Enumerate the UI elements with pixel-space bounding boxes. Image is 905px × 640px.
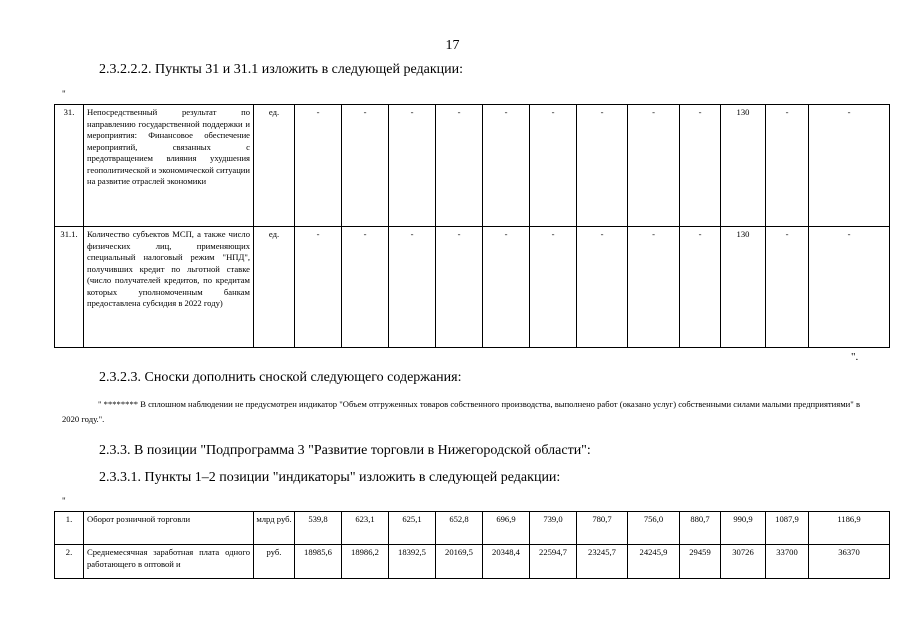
value-cell: 29459 <box>680 545 721 579</box>
value-cell: 24245,9 <box>628 545 680 579</box>
page-number: 17 <box>445 38 460 53</box>
indicator-name: Оборот розничной торговли <box>84 512 254 545</box>
value-cell: - <box>436 227 483 348</box>
row-number: 1. <box>55 512 84 545</box>
value-cell: - <box>389 105 436 227</box>
table-trade-indicators <box>54 511 890 579</box>
table-row <box>55 227 890 348</box>
unit-cell: млрд руб. <box>254 512 295 545</box>
table-1-close-quote: ". <box>851 351 859 363</box>
value-cell: 652,8 <box>436 512 483 545</box>
value-cell: 23245,7 <box>577 545 628 579</box>
row-number: 31. <box>55 105 84 227</box>
value-cell: - <box>295 105 342 227</box>
table-row <box>55 512 890 545</box>
value-cell: 539,8 <box>295 512 342 545</box>
value-cell: - <box>680 227 721 348</box>
row-number: 31.1. <box>55 227 84 348</box>
unit-cell: руб. <box>254 545 295 579</box>
value-cell: - <box>530 105 577 227</box>
heading-2-3-3: 2.3.3. В позиции "Подпрограмма 3 "Развитие торговли в Нижегородской области": <box>99 443 591 458</box>
table-1-open-quote: " <box>62 89 66 99</box>
indicator-name: Количество субъектов МСП, а также число физических лиц, применяющих специальный налоговый режим "НПД", получивших кредит по льготной ставке (число получателей кредитов, по кредитам которых уполномоченным банкам предоставлена субсидия в 2022 году) <box>84 227 254 348</box>
value-cell: 18986,2 <box>342 545 389 579</box>
value-cell: 18392,5 <box>389 545 436 579</box>
value-cell: - <box>766 105 809 227</box>
value-cell: - <box>766 227 809 348</box>
value-cell: 18985,6 <box>295 545 342 579</box>
value-cell: 696,9 <box>483 512 530 545</box>
value-cell: - <box>342 105 389 227</box>
value-cell: 780,7 <box>577 512 628 545</box>
heading-2-3-2-2-2: 2.3.2.2.2. Пункты 31 и 31.1 изложить в следующей редакции: <box>99 62 464 77</box>
value-cell: - <box>389 227 436 348</box>
table-row <box>55 545 890 579</box>
heading-2-3-3-1: 2.3.3.1. Пункты 1–2 позиции "индикаторы" изложить в следующей редакции: <box>99 470 561 485</box>
value-cell: - <box>483 227 530 348</box>
value-cell: 36370 <box>809 545 890 579</box>
value-cell: 1186,9 <box>809 512 890 545</box>
value-cell: 22594,7 <box>530 545 577 579</box>
value-cell: 30726 <box>721 545 766 579</box>
value-cell: 623,1 <box>342 512 389 545</box>
value-cell: 130 <box>721 227 766 348</box>
value-cell: - <box>809 105 890 227</box>
value-cell: - <box>483 105 530 227</box>
value-cell: - <box>628 227 680 348</box>
unit-cell: ед. <box>254 105 295 227</box>
table-2-open-quote: " <box>62 496 66 506</box>
value-cell: - <box>295 227 342 348</box>
value-cell: - <box>342 227 389 348</box>
value-cell: 130 <box>721 105 766 227</box>
value-cell: 20169,5 <box>436 545 483 579</box>
value-cell: 20348,4 <box>483 545 530 579</box>
value-cell: - <box>436 105 483 227</box>
value-cell: 880,7 <box>680 512 721 545</box>
table-indicators-31 <box>54 104 890 348</box>
value-cell: - <box>577 105 628 227</box>
value-cell: - <box>628 105 680 227</box>
indicator-name: Непосредственный результат по направлению государственной поддержки и мероприятия: Финансовое обеспечение мероприятий, связанных с предотвращением влияния ухудшения геополитической и экономической ситуации на развитие отраслей экономики <box>84 105 254 227</box>
value-cell: 739,0 <box>530 512 577 545</box>
value-cell: 756,0 <box>628 512 680 545</box>
value-cell: 33700 <box>766 545 809 579</box>
value-cell: - <box>680 105 721 227</box>
row-number: 2. <box>55 545 84 579</box>
value-cell: 990,9 <box>721 512 766 545</box>
value-cell: 1087,9 <box>766 512 809 545</box>
value-cell: - <box>530 227 577 348</box>
indicator-name: Среднемесячная заработная плата одного работающего в оптовой и <box>84 545 254 579</box>
value-cell: - <box>577 227 628 348</box>
footnote-text: " ******** В сплошном наблюдении не предусмотрен индикатор "Объем отгруженных товаров собственного производства, выполнено работ (оказано услуг) собственными силами малыми предприятиями" в 2020 году.". <box>62 399 860 424</box>
table-row <box>55 105 890 227</box>
value-cell: 625,1 <box>389 512 436 545</box>
heading-2-3-2-3: 2.3.2.3. Сноски дополнить сноской следующего содержания: <box>99 370 462 385</box>
value-cell: - <box>809 227 890 348</box>
unit-cell: ед. <box>254 227 295 348</box>
